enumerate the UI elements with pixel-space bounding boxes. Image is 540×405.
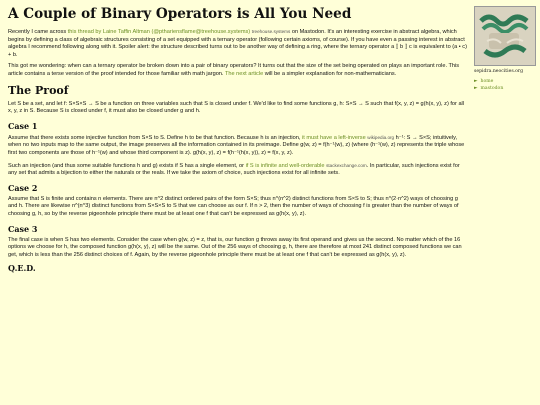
page-title: A Couple of Binary Operators is All You Need	[8, 6, 352, 22]
intro2-text-b: will be a simpler explanation for non-mathematicians.	[263, 70, 397, 77]
well-orderable-link[interactable]: if S is infinite and well-orderable	[245, 162, 325, 169]
thread-link-host: treehouse.systems	[251, 29, 291, 34]
sidebar-nav	[474, 78, 536, 92]
left-inverse-link[interactable]: it must have a left-inverse	[301, 134, 366, 141]
nav-item-mastodon	[474, 85, 536, 92]
site-name: sepidra.neocities.org	[474, 69, 524, 74]
case1-heading: Case 1	[8, 120, 38, 131]
bullet-arrow-icon: ►	[474, 86, 478, 91]
intro-text-a: Recently I came across	[8, 29, 68, 35]
bullet-arrow-icon: ►	[474, 79, 478, 84]
case3-paragraph: The final case is when S has two elements. Consider the case when g(w, z) = z, that is, our function g throws away its first operand and gives us the second. No matter which of the 16 options we choose for h, the composed function g(h(x, y), z) will be the same. Out of the 256 ways of choosing g, h, there are therefore at most 241 distinct composed functions we can get, which is less than the 256 distinct choices of f. Again, by the reverse pigeonhole principle there must be at least one f that can't be expressed as g(h(x, y), z).	[8, 236, 462, 258]
case1-text-b: h⁻¹: S → S×S; intuitively, when no two inputs map to the same output, the image preserves all the information contained in its preimage. Define g(w, z) = f(h⁻¹(w), z) (where (h⁻¹(w), z) represents the triple whose first two components are those of h⁻¹(w) and whose third component is z). g(h(x, y), z) = f(h⁻¹(h(x, y)), z) = f(x, y, z).	[8, 134, 465, 156]
proof-heading: The Proof	[8, 83, 69, 97]
well-orderable-link-host: stackexchange.com	[326, 162, 367, 168]
avatar	[474, 6, 536, 66]
qed-text: Q.E.D.	[8, 263, 36, 274]
case1-paragraph-2	[8, 162, 468, 178]
case1-2-text-a: Such an injection (and thus some suitable functions h and g) exists if S has a single element, or	[8, 162, 246, 169]
proof-paragraph: Let S be a set, and let f: S×S×S → S be a function on three variables such that S is closed under f. We'd like to find some functions g, h: S×S → S such that f(x, y, z) = g(h(x, y), z) for all x, y, z in S. Because S is closed under f, it must also be closed under g and h.	[8, 100, 465, 115]
case1-paragraph-1	[8, 134, 468, 158]
intro-text-b: on Mastodon. It's an interesting exercise in abstract algebra, which begins by defining a class of algebraic structures consisting of a set equipped with a ternary operator (following certain axioms, of course). If you have even a passing interest in abstract algebra I recommend following along with it. Spoiler alert: the structure described turns out to be another way of defining a ring, where the ternary operator a ⟦ b ⟧ c is equivalent to (a • c) + b.	[8, 29, 467, 58]
intro-paragraph-2	[8, 63, 468, 78]
thread-link[interactable]: this thread by Laine Taffin Altman (@pthariensflame@treehouse.systems)	[67, 29, 251, 35]
case2-heading: Case 2	[8, 182, 38, 193]
case1-text-a: Assume that there exists some injective function from S×S to S. Define h to be that function. Because h is an injection,	[8, 134, 302, 141]
nav-link-home[interactable]: home	[480, 79, 494, 84]
nav-link-mastodon[interactable]: mastodon	[480, 86, 504, 91]
avatar-image	[475, 7, 535, 65]
case3-heading: Case 3	[8, 223, 38, 234]
intro2-text-a: This got me wondering: when can a ternary operator be broken down into a pair of binary operators? It turns out that the size of the set being operated on plays an important role. This article contains a terse version of the proof intended for those familiar with math jargon.	[8, 63, 460, 77]
left-inverse-link-host: wikipedia.org	[367, 134, 395, 140]
nav-item-home	[474, 78, 536, 85]
next-article-link[interactable]: The next article	[224, 70, 264, 77]
intro-paragraph-1	[8, 28, 468, 59]
case1-2-text-b: . In particular, such injections exist for any set that admits a bijection to either the naturals or the reals. If we take the axiom of choice, such injections exist for all infinite sets.	[8, 162, 460, 177]
article	[8, 6, 468, 273]
sidebar	[474, 6, 536, 92]
case2-paragraph: Assume that S is finite and contains n elements. There are n^2 distinct ordered pairs of the form S×S; thus n^(n^2) distinct functions from S×S to S; thus n^(2·n^2) ways of choosing g and h. There are likewise n^(n^3) distinct functions from S×S×S to S that we can choose as our f. If n > 2, then the number of ways of choosing f is greater than the number of ways of choosing g, h, so by the reverse pigeonhole principle there must be at least one f that can't be expressed as g(h(x, y), z).	[8, 195, 459, 217]
